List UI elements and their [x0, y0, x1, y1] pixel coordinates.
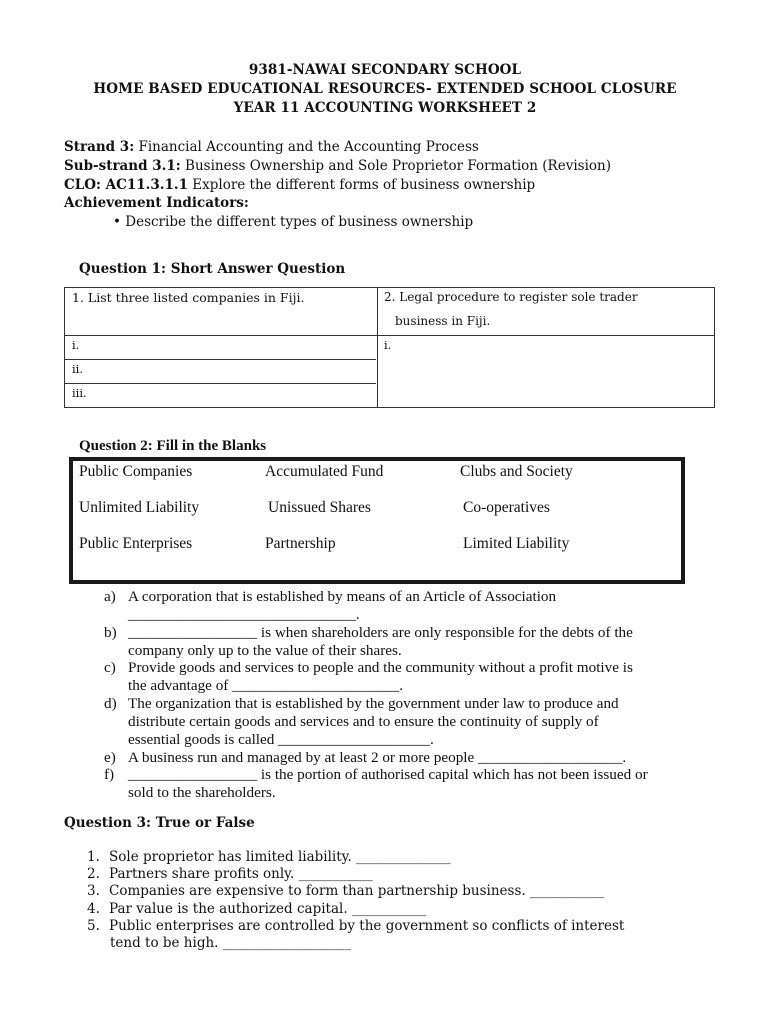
word-public-companies: Public Companies [79, 463, 193, 480]
school-name: 9381-NAWAI SECONDARY SCHOOL [248, 62, 522, 78]
tf-item-5: 5. Public enterprises are controlled by the government so conflicts of interest [87, 918, 625, 934]
question2-title: Question 2: Fill in the Blanks [79, 438, 267, 454]
word-unissued-shares: Unissued Shares [268, 499, 371, 516]
substrand-label: Sub-strand 3.1: [64, 158, 181, 174]
q1-row-i[interactable]: i. [72, 338, 80, 352]
question3-title: Question 3: True or False [64, 815, 255, 831]
strand-label: Strand 3: [64, 139, 135, 155]
tf-item-4: 4. Par value is the authorized capital. ___________ [87, 901, 427, 917]
clo-label: CLO: AC11.3.1.1 [64, 177, 188, 193]
program-title: HOME BASED EDUCATIONAL RESOURCES- EXTENDED SCHOOL CLOSURE [93, 81, 677, 97]
q1-row-ii[interactable]: ii. [72, 362, 84, 376]
q1-col1-header: 1. List three listed companies in Fiji. [72, 290, 305, 305]
worksheet-title: YEAR 11 ACCOUNTING WORKSHEET 2 [233, 100, 537, 116]
tf-item-3: 3. Companies are expensive to form than partnership business. ___________ [87, 883, 605, 899]
word-unlimited-liability: Unlimited Liability [79, 499, 200, 516]
word-bank [69, 457, 685, 584]
word-accumulated-fund: Accumulated Fund [265, 463, 384, 480]
question1-title: Question 1: Short Answer Question [79, 261, 346, 277]
q1-col2-header-line2: business in Fiji. [395, 314, 491, 328]
word-public-enterprises: Public Enterprises [79, 535, 193, 552]
q1-col2-header-line1: 2. Legal procedure to register sole trader [384, 290, 638, 304]
strand-line [64, 139, 479, 155]
indicator-item: • Describe the different types of business ownership [113, 214, 474, 230]
word-partnership: Partnership [265, 535, 336, 552]
worksheet-page: 9381-NAWAI SECONDARY SCHOOL HOME BASED EDUCATIONAL RESOURCES- EXTENDED SCHOOL CLOSURE YEAR 11 ACCOUNTING WORKSHEET 2 Strand 3: Financial Accounting and the Accounting Process Sub-strand 3.1: Business Ownership and Sole Proprietor Formation (Revision) CLO: AC11.3.1.1 Explore the different forms of business ownership Achievement Indicators: • Describe the different types of business ownership Question 1: Short Answer Question 1. List three listed companies in Fiji. 2. Legal procedure to register sole trader business in Fiji. i. ii. iii. i. Question 2: Fill in the Blanks Public Companies Accumulated Fund Clubs and Society Unlimited Liability Unissued Shares Co-operatives Public Enterprises Partnership Limited Liability a) A corporation that is established by means of an Article of Association ______________________________. b) _________________ is when shareholders are only responsible for the debts of the company only up to the value of their shares. c) Provide goods and services to people and the community without a profit motive is the advantage of ______________________. d) The organization that is established by the government under law to produce and distribute certain goods and services and to ensure the continuity of supply of essential goods is called ____________________. e) A business run and managed by at least 2 or more people ___________________. f) _________________ is the portion of authorised capital which has not been issued or sold to the shareholders. Question 3: True or False 1. Sole proprietor has limited liability. ______________ 2. Partners share profits only. ___________ 3. Companies are expensive to form than partnership business. ___________ 4. Par value is the authorized capital. ___________ 5. Public enterprises are controlled by the government so conflicts of interest tend to be high. ___________________ [0, 0, 770, 1024]
word-limited-liability: Limited Liability [463, 535, 570, 552]
indicators-line [64, 195, 249, 211]
q1-col2-row-i[interactable]: i. [384, 338, 392, 352]
q1-row-iii[interactable]: iii. [72, 386, 87, 400]
tf-item-2: 2. Partners share profits only. ___________ [87, 866, 373, 882]
indicators-label: Achievement Indicators: [64, 195, 249, 211]
strand-value: Financial Accounting and the Accounting Process [134, 139, 479, 155]
tf-item-1: 1. Sole proprietor has limited liability. ______________ [87, 849, 451, 865]
word-co-operatives: Co-operatives [463, 499, 550, 516]
tf-item-5-cont: tend to be high. ___________________ [110, 935, 351, 951]
substrand-value: Business Ownership and Sole Proprietor Formation (Revision) [180, 158, 611, 174]
clo-line [64, 177, 535, 193]
substrand-line [64, 158, 611, 174]
question1-table [64, 287, 715, 408]
clo-value: Explore the different forms of business ownership [187, 177, 536, 193]
word-clubs-and-society: Clubs and Society [460, 463, 573, 480]
